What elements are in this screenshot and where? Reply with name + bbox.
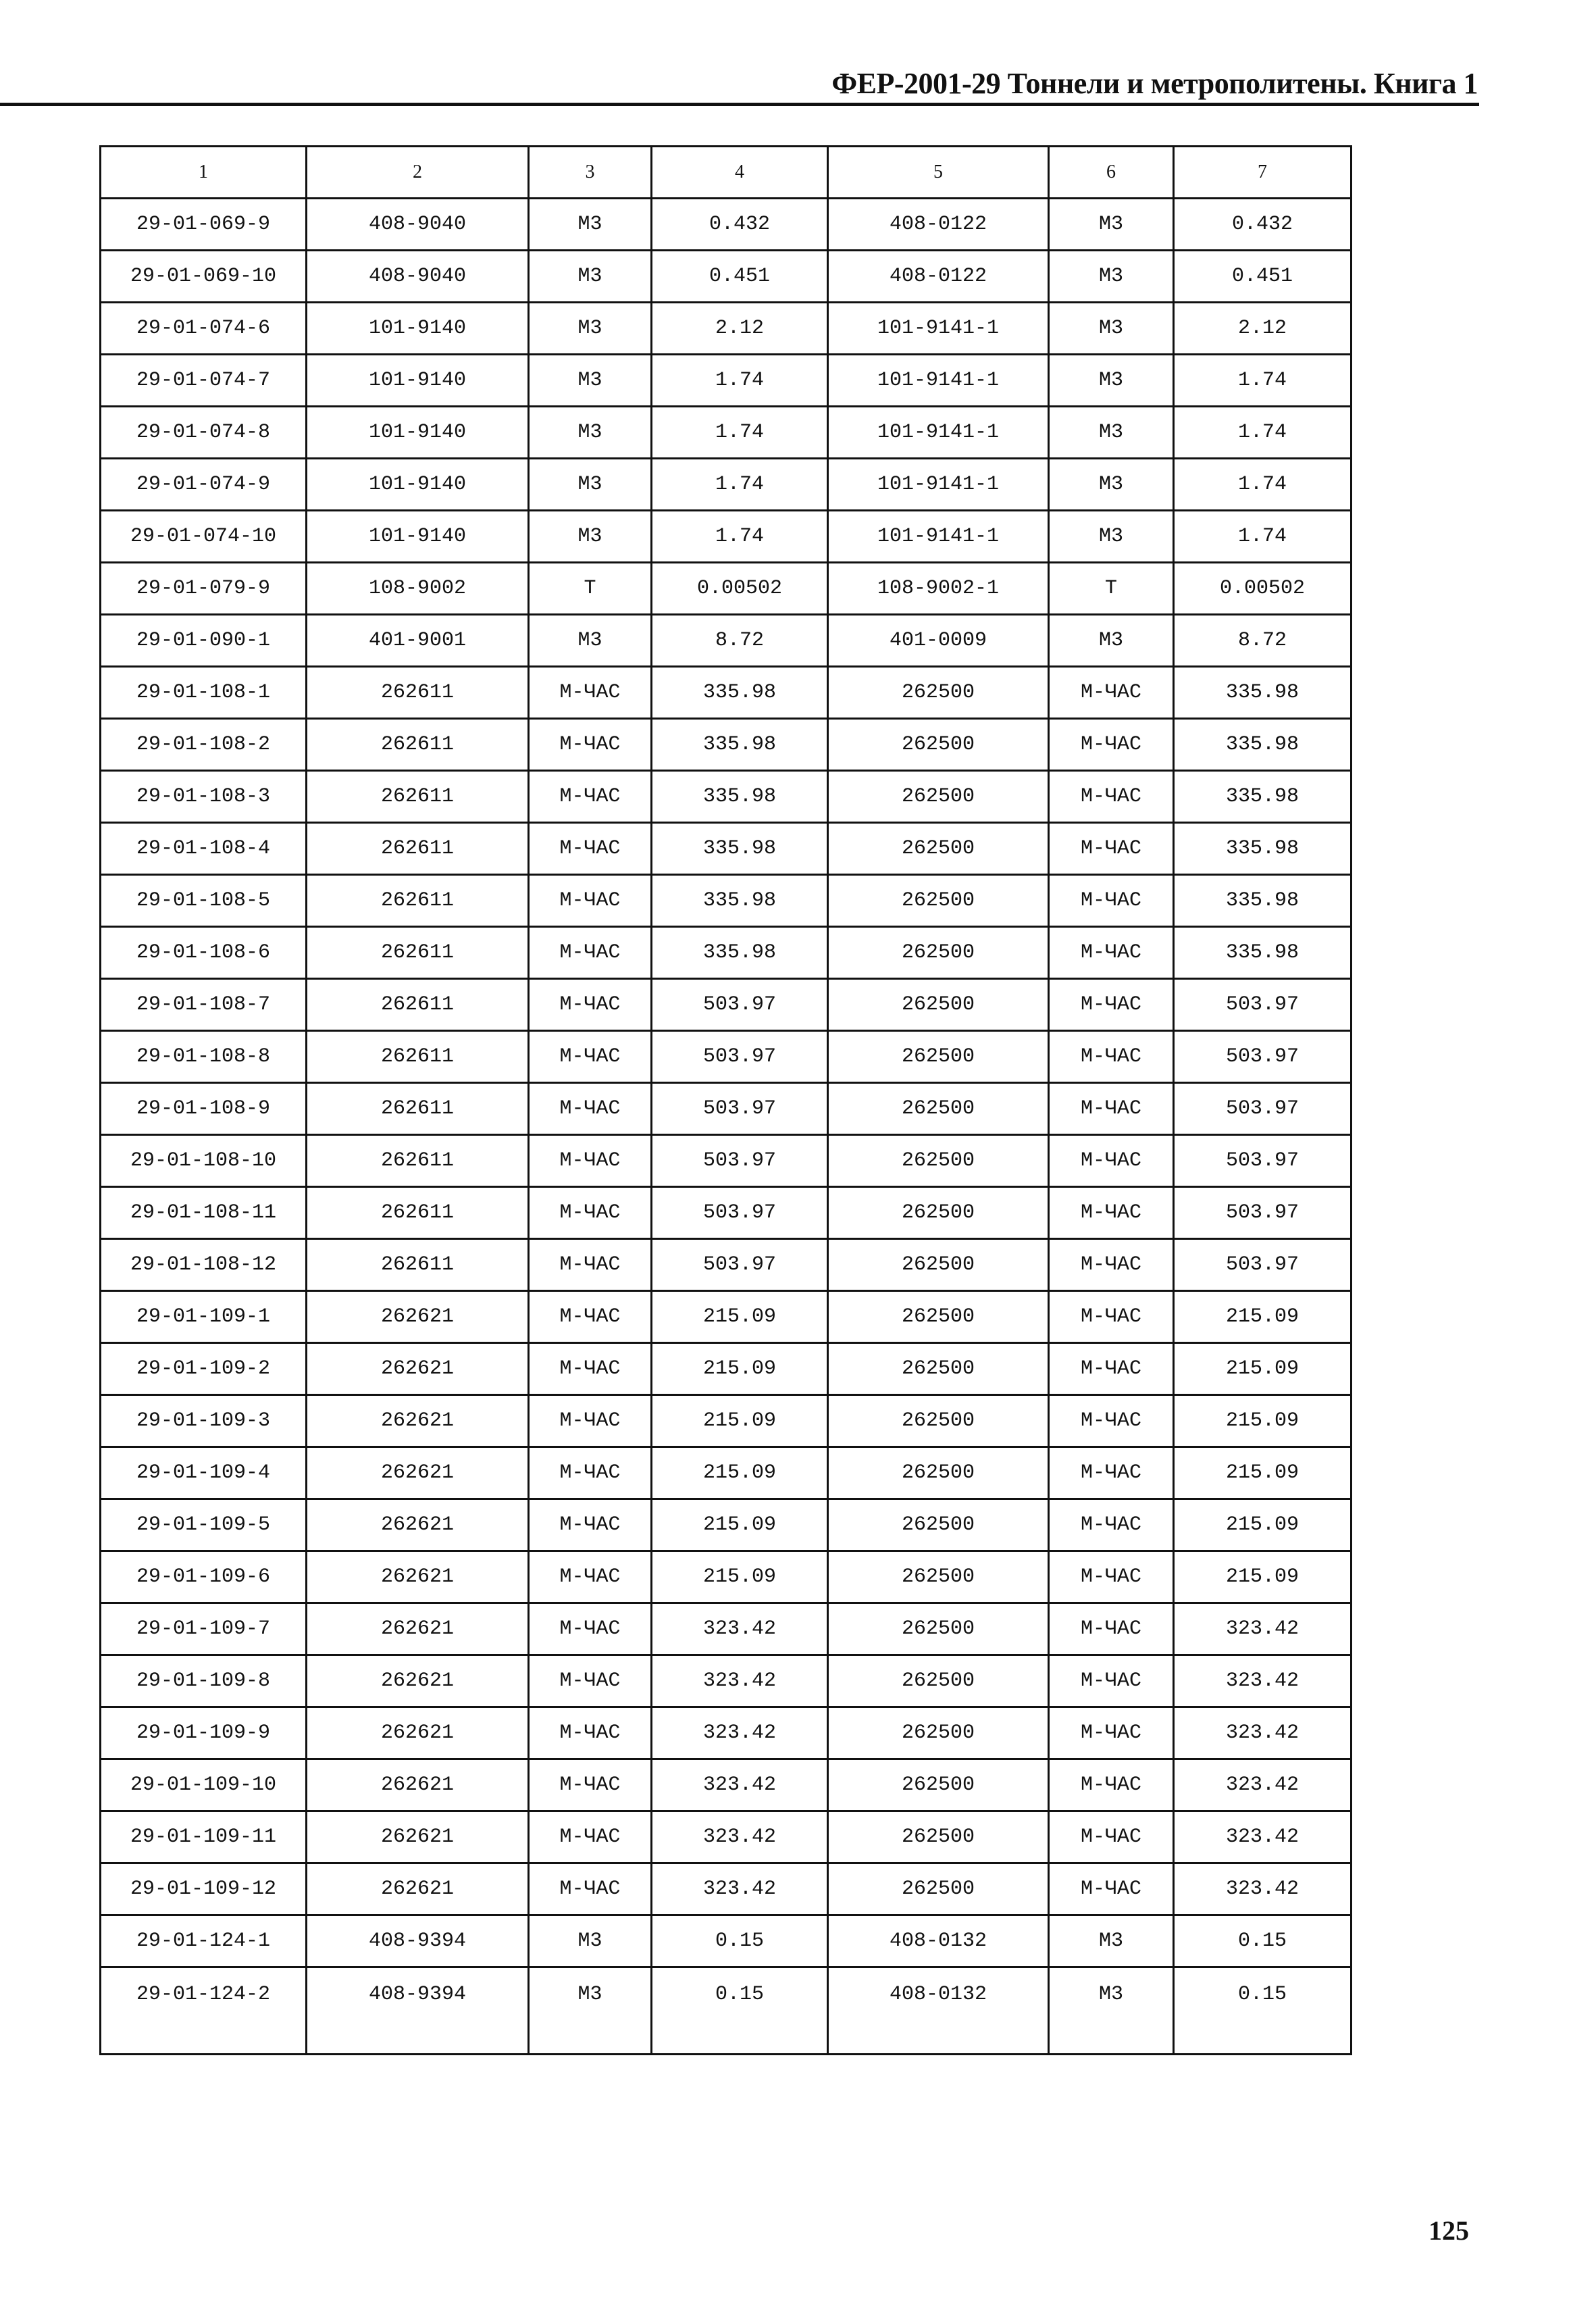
table-cell: 262500 (828, 1239, 1049, 1291)
table-cell: 101-9141-1 (828, 303, 1049, 355)
table-cell: 29-01-109-1 (101, 1291, 307, 1343)
table-cell: 408-0132 (828, 1967, 1049, 2055)
table-cell: 29-01-074-10 (101, 511, 307, 563)
table-cell: 262611 (307, 771, 529, 823)
table-cell: 262500 (828, 719, 1049, 771)
table-cell: 262611 (307, 719, 529, 771)
table-cell: 215.09 (1174, 1499, 1352, 1551)
table-row (101, 979, 1352, 1031)
table-cell: 503.97 (1174, 1135, 1352, 1187)
table-cell: 101-9140 (307, 511, 529, 563)
table-cell: 262500 (828, 1707, 1049, 1759)
table-cell: 29-01-109-9 (101, 1707, 307, 1759)
table-cell: 335.98 (652, 927, 828, 979)
table-row (101, 251, 1352, 303)
table-cell: 108-9002-1 (828, 563, 1049, 615)
table-cell: 262500 (828, 927, 1049, 979)
table-cell: М-ЧАС (1049, 1603, 1174, 1655)
table-cell: 1.74 (652, 459, 828, 511)
table-cell: М3 (529, 199, 652, 251)
table-cell: 262611 (307, 875, 529, 927)
table-cell: М3 (1049, 303, 1174, 355)
table-cell: 262500 (828, 1187, 1049, 1239)
table-cell: М3 (529, 615, 652, 667)
table-cell: М-ЧАС (529, 1239, 652, 1291)
table-cell: М3 (1049, 459, 1174, 511)
table-cell: 29-01-124-2 (101, 1967, 307, 2055)
table-cell: М-ЧАС (529, 1447, 652, 1499)
resource-table (99, 145, 1352, 2055)
column-header: 3 (529, 147, 652, 199)
column-header: 6 (1049, 147, 1174, 199)
table-row (101, 927, 1352, 979)
table-cell: 262500 (828, 1551, 1049, 1603)
table-row (101, 303, 1352, 355)
table-cell: 503.97 (652, 1031, 828, 1083)
table-cell: 408-0122 (828, 251, 1049, 303)
table-cell: 215.09 (1174, 1447, 1352, 1499)
table-row (101, 1447, 1352, 1499)
table-cell: М-ЧАС (529, 1291, 652, 1343)
table-cell: 215.09 (652, 1447, 828, 1499)
table-cell: М-ЧАС (1049, 1031, 1174, 1083)
table-cell: М-ЧАС (529, 1083, 652, 1135)
table-cell: 262621 (307, 1291, 529, 1343)
table-cell: 29-01-109-7 (101, 1603, 307, 1655)
table-cell: 29-01-109-10 (101, 1759, 307, 1811)
table-cell: М3 (529, 407, 652, 459)
table-cell: 262500 (828, 1083, 1049, 1135)
table-cell: 323.42 (652, 1707, 828, 1759)
table-row (101, 355, 1352, 407)
table-row (101, 1603, 1352, 1655)
table-cell: М3 (529, 511, 652, 563)
table-cell: М-ЧАС (529, 1655, 652, 1707)
running-header: ФЕР-2001-29 Тоннели и метрополитены. Книга 1 (831, 67, 1478, 100)
table-cell: 262500 (828, 771, 1049, 823)
table-row (101, 1551, 1352, 1603)
table-cell: М3 (529, 1967, 652, 2055)
table-cell: 101-9141-1 (828, 511, 1049, 563)
table-row (101, 1655, 1352, 1707)
column-header: 7 (1174, 147, 1352, 199)
table-cell: 0.451 (1174, 251, 1352, 303)
table-cell: 323.42 (1174, 1707, 1352, 1759)
table-cell: М-ЧАС (1049, 1291, 1174, 1343)
table-cell: 215.09 (652, 1343, 828, 1395)
table-cell: М-ЧАС (529, 875, 652, 927)
table-cell: 323.42 (652, 1811, 828, 1863)
table-cell: 0.15 (652, 1915, 828, 1967)
table-cell: 408-0132 (828, 1915, 1049, 1967)
table-cell: М-ЧАС (1049, 1811, 1174, 1863)
table-cell: 215.09 (652, 1291, 828, 1343)
table-cell: 101-9141-1 (828, 407, 1049, 459)
table-cell: 262611 (307, 1239, 529, 1291)
table-cell: 29-01-108-3 (101, 771, 307, 823)
table-cell: 503.97 (1174, 1031, 1352, 1083)
table-cell: М3 (1049, 1967, 1174, 2055)
table-cell: 262611 (307, 1187, 529, 1239)
table-row (101, 407, 1352, 459)
table-cell: М3 (529, 303, 652, 355)
table-cell: 0.432 (1174, 199, 1352, 251)
table-row (101, 1863, 1352, 1915)
table-cell: 408-9394 (307, 1967, 529, 2055)
table-cell: 0.432 (652, 199, 828, 251)
table-cell: 262500 (828, 1603, 1049, 1655)
table-cell: 503.97 (652, 1187, 828, 1239)
table-row (101, 1915, 1352, 1967)
table-cell: 503.97 (652, 979, 828, 1031)
table-cell: 408-9040 (307, 251, 529, 303)
table-row (101, 1395, 1352, 1447)
table-cell: 408-0122 (828, 199, 1049, 251)
table-cell: М-ЧАС (529, 1811, 652, 1863)
table-cell: 262500 (828, 875, 1049, 927)
table-cell: 262611 (307, 1135, 529, 1187)
table-cell: 262500 (828, 1655, 1049, 1707)
table-cell: 262500 (828, 1343, 1049, 1395)
table-cell: М3 (529, 459, 652, 511)
table-cell: М-ЧАС (1049, 1863, 1174, 1915)
table-cell: 401-9001 (307, 615, 529, 667)
table-row (101, 1759, 1352, 1811)
table-cell: 215.09 (1174, 1343, 1352, 1395)
table-cell: 262500 (828, 1499, 1049, 1551)
table-cell: 29-01-074-6 (101, 303, 307, 355)
table-cell: М3 (1049, 1915, 1174, 1967)
table-cell: М-ЧАС (1049, 1343, 1174, 1395)
table-row (101, 719, 1352, 771)
table-cell: М-ЧАС (529, 1759, 652, 1811)
table-row (101, 1291, 1352, 1343)
table-cell: 323.42 (652, 1655, 828, 1707)
table-cell: М-ЧАС (1049, 1447, 1174, 1499)
table-cell: 29-01-074-7 (101, 355, 307, 407)
table-cell: М-ЧАС (1049, 1655, 1174, 1707)
table-cell: 503.97 (652, 1083, 828, 1135)
table-row (101, 771, 1352, 823)
table-cell: 29-01-108-8 (101, 1031, 307, 1083)
table-cell: 262500 (828, 823, 1049, 875)
header-row (101, 147, 1352, 199)
table-cell: 262621 (307, 1759, 529, 1811)
table-cell: 29-01-109-12 (101, 1863, 307, 1915)
table-cell: 335.98 (652, 667, 828, 719)
table-row (101, 459, 1352, 511)
column-header: 1 (101, 147, 307, 199)
table-cell: 29-01-108-5 (101, 875, 307, 927)
table-cell: М-ЧАС (1049, 823, 1174, 875)
table-cell: М-ЧАС (1049, 1395, 1174, 1447)
table-cell: 323.42 (652, 1603, 828, 1655)
table-cell: 262611 (307, 823, 529, 875)
column-header: 4 (652, 147, 828, 199)
table-row (101, 1239, 1352, 1291)
table-cell: 1.74 (652, 511, 828, 563)
table-cell: 262621 (307, 1811, 529, 1863)
table-cell: М-ЧАС (529, 1031, 652, 1083)
table-cell: 1.74 (652, 407, 828, 459)
table-cell: 8.72 (652, 615, 828, 667)
table-cell: М-ЧАС (529, 1135, 652, 1187)
table-cell: 335.98 (652, 719, 828, 771)
table-cell: 101-9140 (307, 355, 529, 407)
table-cell: 0.15 (652, 1967, 828, 2055)
table-cell: М-ЧАС (529, 823, 652, 875)
table-cell: 503.97 (1174, 979, 1352, 1031)
table-cell: 503.97 (1174, 1239, 1352, 1291)
table-cell: М3 (1049, 615, 1174, 667)
table-cell: М-ЧАС (1049, 719, 1174, 771)
table-cell: 503.97 (652, 1239, 828, 1291)
table-row (101, 1499, 1352, 1551)
table-cell: 8.72 (1174, 615, 1352, 667)
table-cell: 335.98 (652, 875, 828, 927)
table-cell: 503.97 (1174, 1187, 1352, 1239)
table-cell: М3 (529, 251, 652, 303)
table-cell: 408-9040 (307, 199, 529, 251)
table-cell: М-ЧАС (1049, 1499, 1174, 1551)
table-cell: 29-01-109-6 (101, 1551, 307, 1603)
table-row (101, 1031, 1352, 1083)
table-cell: М-ЧАС (529, 1343, 652, 1395)
table-cell: 29-01-108-12 (101, 1239, 307, 1291)
table-cell: М3 (1049, 511, 1174, 563)
table-cell: М3 (529, 1915, 652, 1967)
table-cell: 29-01-090-1 (101, 615, 307, 667)
table-cell: 262621 (307, 1499, 529, 1551)
table-cell: 262500 (828, 979, 1049, 1031)
table-cell: 262500 (828, 1447, 1049, 1499)
table-cell: 323.42 (1174, 1603, 1352, 1655)
table-cell: 335.98 (1174, 719, 1352, 771)
table-cell: М-ЧАС (1049, 1551, 1174, 1603)
table-cell: 215.09 (652, 1499, 828, 1551)
header-rule (0, 103, 1479, 106)
table-cell: М-ЧАС (529, 719, 652, 771)
table-cell: М3 (1049, 199, 1174, 251)
table-cell: 101-9140 (307, 303, 529, 355)
table-cell: 262621 (307, 1707, 529, 1759)
table-cell: 408-9394 (307, 1915, 529, 1967)
table-cell: 0.15 (1174, 1967, 1352, 2055)
table-row (101, 1135, 1352, 1187)
table-cell: 323.42 (1174, 1863, 1352, 1915)
table-cell: 29-01-109-4 (101, 1447, 307, 1499)
table-row (101, 511, 1352, 563)
table-cell: 1.74 (1174, 459, 1352, 511)
column-header: 2 (307, 147, 529, 199)
table-cell: М-ЧАС (1049, 1759, 1174, 1811)
table-cell: 262500 (828, 1031, 1049, 1083)
table-cell: М-ЧАС (1049, 1707, 1174, 1759)
table-cell: 262621 (307, 1863, 529, 1915)
table-cell: 262500 (828, 1291, 1049, 1343)
table-cell: 323.42 (652, 1759, 828, 1811)
table-cell: 1.74 (1174, 511, 1352, 563)
table-cell: 29-01-108-10 (101, 1135, 307, 1187)
table-cell: 29-01-108-1 (101, 667, 307, 719)
table-row (101, 1343, 1352, 1395)
table-cell: М-ЧАС (1049, 875, 1174, 927)
table-cell: 29-01-124-1 (101, 1915, 307, 1967)
table-cell: 262611 (307, 979, 529, 1031)
table-cell: 29-01-108-2 (101, 719, 307, 771)
table-cell: М-ЧАС (529, 1551, 652, 1603)
table-cell: М-ЧАС (529, 1395, 652, 1447)
table-row (101, 1707, 1352, 1759)
table-row (101, 1967, 1352, 2055)
table-cell: 108-9002 (307, 563, 529, 615)
table-cell: 335.98 (1174, 823, 1352, 875)
table-cell: М-ЧАС (529, 1603, 652, 1655)
table-cell: М-ЧАС (529, 667, 652, 719)
table-cell: 262611 (307, 667, 529, 719)
table-cell: 29-01-079-9 (101, 563, 307, 615)
table-cell: 29-01-109-11 (101, 1811, 307, 1863)
table-cell: 401-0009 (828, 615, 1049, 667)
table-row (101, 875, 1352, 927)
table-cell: 2.12 (652, 303, 828, 355)
table-cell: М-ЧАС (1049, 771, 1174, 823)
table-cell: 323.42 (1174, 1655, 1352, 1707)
table-cell: 262500 (828, 1811, 1049, 1863)
table-cell: 215.09 (652, 1551, 828, 1603)
table-cell: 0.15 (1174, 1915, 1352, 1967)
table-cell: М-ЧАС (1049, 1187, 1174, 1239)
table-row (101, 563, 1352, 615)
table-cell: 29-01-108-6 (101, 927, 307, 979)
table-cell: М-ЧАС (1049, 1239, 1174, 1291)
table-cell: 323.42 (1174, 1811, 1352, 1863)
table-cell: 335.98 (1174, 927, 1352, 979)
table-cell: 29-01-108-7 (101, 979, 307, 1031)
table-row (101, 199, 1352, 251)
table-cell: М-ЧАС (1049, 927, 1174, 979)
table-cell: М-ЧАС (1049, 1135, 1174, 1187)
table-cell: 29-01-069-10 (101, 251, 307, 303)
table-cell: 29-01-069-9 (101, 199, 307, 251)
table-cell: 262500 (828, 667, 1049, 719)
table-cell: 1.74 (1174, 355, 1352, 407)
table-cell: 215.09 (652, 1395, 828, 1447)
table-cell: 262621 (307, 1343, 529, 1395)
table-cell: М-ЧАС (529, 1187, 652, 1239)
table-cell: М-ЧАС (529, 1863, 652, 1915)
table-cell: 2.12 (1174, 303, 1352, 355)
table-cell: М3 (1049, 355, 1174, 407)
table-cell: 0.00502 (1174, 563, 1352, 615)
table-cell: М-ЧАС (529, 979, 652, 1031)
table-cell: 262621 (307, 1551, 529, 1603)
table-cell: 262611 (307, 1083, 529, 1135)
table-cell: М-ЧАС (529, 771, 652, 823)
table-row (101, 1811, 1352, 1863)
table-cell: 0.451 (652, 251, 828, 303)
table-cell: 29-01-109-8 (101, 1655, 307, 1707)
table-cell: 29-01-109-5 (101, 1499, 307, 1551)
table-cell: М3 (1049, 251, 1174, 303)
table-cell: М-ЧАС (1049, 1083, 1174, 1135)
table-cell: 215.09 (1174, 1291, 1352, 1343)
table-cell: Т (529, 563, 652, 615)
table-cell: 101-9141-1 (828, 355, 1049, 407)
table-row (101, 1187, 1352, 1239)
table-row (101, 823, 1352, 875)
table-cell: 262621 (307, 1447, 529, 1499)
table-cell: 262621 (307, 1603, 529, 1655)
table-cell: 101-9141-1 (828, 459, 1049, 511)
table-cell: 262500 (828, 1135, 1049, 1187)
table-cell: 262621 (307, 1655, 529, 1707)
table-cell: М-ЧАС (529, 1707, 652, 1759)
table-cell: 262611 (307, 927, 529, 979)
table-cell: М-ЧАС (1049, 667, 1174, 719)
table-cell: 215.09 (1174, 1551, 1352, 1603)
table-cell: 29-01-074-9 (101, 459, 307, 511)
table-cell: М-ЧАС (529, 1499, 652, 1551)
table-cell: 335.98 (1174, 771, 1352, 823)
table-cell: 262500 (828, 1863, 1049, 1915)
table-cell: 262611 (307, 1031, 529, 1083)
table-cell: 323.42 (1174, 1759, 1352, 1811)
table-cell: 101-9140 (307, 459, 529, 511)
table-cell: 1.74 (652, 355, 828, 407)
table-cell: 262621 (307, 1395, 529, 1447)
table-cell: М-ЧАС (1049, 979, 1174, 1031)
table-cell: М3 (1049, 407, 1174, 459)
page-number: 125 (1428, 2215, 1469, 2246)
table-cell: 503.97 (652, 1135, 828, 1187)
table-row (101, 1083, 1352, 1135)
table-cell: 0.00502 (652, 563, 828, 615)
table-cell: 29-01-108-4 (101, 823, 307, 875)
column-header: 5 (828, 147, 1049, 199)
table-cell: 1.74 (1174, 407, 1352, 459)
table-cell: 29-01-074-8 (101, 407, 307, 459)
table-cell: 335.98 (652, 823, 828, 875)
table-cell: 503.97 (1174, 1083, 1352, 1135)
table-cell: 29-01-109-3 (101, 1395, 307, 1447)
table-cell: М-ЧАС (529, 927, 652, 979)
table-row (101, 667, 1352, 719)
table-cell: 101-9140 (307, 407, 529, 459)
table-cell: 323.42 (652, 1863, 828, 1915)
table-cell: 262500 (828, 1759, 1049, 1811)
table-cell: 29-01-109-2 (101, 1343, 307, 1395)
table-cell: Т (1049, 563, 1174, 615)
table-cell: 335.98 (1174, 667, 1352, 719)
table-row (101, 615, 1352, 667)
table-cell: 335.98 (652, 771, 828, 823)
table-cell: М3 (529, 355, 652, 407)
table-cell: 262500 (828, 1395, 1049, 1447)
table-cell: 335.98 (1174, 875, 1352, 927)
table-cell: 215.09 (1174, 1395, 1352, 1447)
table-cell: 29-01-108-9 (101, 1083, 307, 1135)
table-cell: 29-01-108-11 (101, 1187, 307, 1239)
